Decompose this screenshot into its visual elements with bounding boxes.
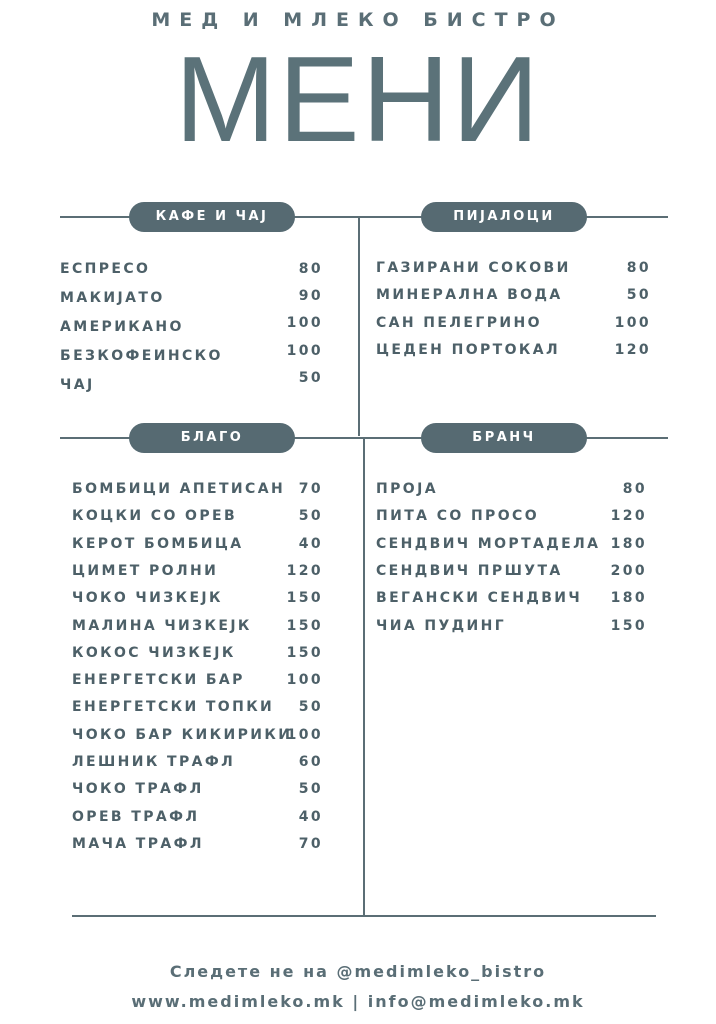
menu-item-price: 60 bbox=[298, 754, 323, 770]
menu-item-name: ЧИА ПУДИНГ bbox=[376, 618, 507, 634]
menu-item-price: 70 bbox=[298, 836, 323, 852]
menu-item-name: ПИТА СО ПРОСО bbox=[376, 508, 539, 524]
menu-item-name: МАКИЈАТО bbox=[60, 290, 165, 306]
menu-item-price: 150 bbox=[286, 590, 323, 606]
menu-item-price: 50 bbox=[298, 781, 323, 797]
menu-item-name: ЕНЕРГЕТСКИ ТОПКИ bbox=[72, 699, 275, 715]
menu-item-price: 150 bbox=[286, 645, 323, 661]
menu-item-price: 70 bbox=[298, 481, 323, 497]
menu-item-name: САН ПЕЛЕГРИНО bbox=[376, 315, 542, 331]
section-title-brunch: БРАНЧ bbox=[421, 423, 587, 453]
menu-item-name: ОРЕВ ТРАФЛ bbox=[72, 809, 200, 825]
menu-item-price: 50 bbox=[298, 508, 323, 524]
menu-subtitle: МЕД И МЛЕКО БИСТРО bbox=[151, 9, 565, 31]
menu-item-price: 40 bbox=[298, 809, 323, 825]
menu-item-price: 100 bbox=[286, 727, 323, 743]
coffee-divider-left bbox=[60, 216, 130, 218]
menu-item-price: 100 bbox=[614, 315, 651, 331]
menu-item-name: МАЛИНА ЧИЗКЕЈК bbox=[72, 618, 252, 634]
menu-item-price: 100 bbox=[286, 343, 323, 359]
menu-item-name: ЦИМЕТ РОЛНИ bbox=[72, 563, 219, 579]
menu-item-price: 180 bbox=[610, 590, 647, 606]
footer-contact[interactable]: www.medimleko.mk | info@medimleko.mk bbox=[131, 992, 585, 1011]
drinks-divider-right bbox=[586, 216, 668, 218]
menu-item-price: 100 bbox=[286, 315, 323, 331]
menu-item-name: ВЕГАНСКИ СЕНДВИЧ bbox=[376, 590, 583, 606]
menu-item-price: 80 bbox=[298, 261, 323, 277]
column-divider bbox=[358, 216, 360, 436]
menu-item-price: 100 bbox=[286, 672, 323, 688]
brunch-divider-right bbox=[586, 437, 668, 439]
menu-item-name: ЛЕШНИК ТРАФЛ bbox=[72, 754, 236, 770]
menu-title: МЕНИ bbox=[174, 31, 542, 167]
column-divider-lower bbox=[363, 437, 365, 915]
menu-item-price: 80 bbox=[626, 260, 651, 276]
menu-item-price: 200 bbox=[610, 563, 647, 579]
menu-item-name: ЧОКО БАР КИКИРИКИ bbox=[72, 727, 293, 743]
menu-item-name: КЕРОТ БОМБИЦА bbox=[72, 536, 244, 552]
menu-item-name: ЕСПРЕСО bbox=[60, 261, 151, 277]
bottom-divider bbox=[72, 915, 656, 917]
menu-item-name: МАЧА ТРАФЛ bbox=[72, 836, 204, 852]
menu-item-name: ГАЗИРАНИ СОКОВИ bbox=[376, 260, 571, 276]
menu-item-price: 40 bbox=[298, 536, 323, 552]
menu-item-name: ЧАЈ bbox=[60, 377, 95, 393]
menu-item-name: ЧОКО ЧИЗКЕЈК bbox=[72, 590, 223, 606]
section-title-coffee: КАФЕ И ЧАЈ bbox=[129, 202, 295, 232]
sweets-divider-left bbox=[60, 437, 130, 439]
menu-item-name: ЕНЕРГЕТСКИ БАР bbox=[72, 672, 245, 688]
menu-item-price: 90 bbox=[298, 288, 323, 304]
menu-item-price: 180 bbox=[610, 536, 647, 552]
menu-item-price: 50 bbox=[298, 370, 323, 386]
menu-item-price: 120 bbox=[610, 508, 647, 524]
section-title-sweets: БЛАГО bbox=[129, 423, 295, 453]
menu-item-name: СЕНДВИЧ ПРШУТА bbox=[376, 563, 563, 579]
sweets-divider-right bbox=[294, 437, 422, 439]
menu-item-name: ЧОКО ТРАФЛ bbox=[72, 781, 204, 797]
menu-item-name: СЕНДВИЧ МОРТАДЕЛА bbox=[376, 536, 601, 552]
menu-item-price: 50 bbox=[626, 287, 651, 303]
menu-item-name: АМЕРИКАНО bbox=[60, 319, 184, 335]
menu-item-name: КОКОС ЧИЗКЕЈК bbox=[72, 645, 236, 661]
menu-item-price: 50 bbox=[298, 699, 323, 715]
menu-item-price: 150 bbox=[286, 618, 323, 634]
menu-item-name: БОМБИЦИ АПЕТИСАН bbox=[72, 481, 286, 497]
menu-item-name: МИНЕРАЛНА ВОДА bbox=[376, 287, 563, 303]
menu-item-price: 150 bbox=[610, 618, 647, 634]
menu-item-name: БЕЗКОФЕИНСКО bbox=[60, 348, 223, 364]
menu-item-name: ПРОЈА bbox=[376, 481, 438, 497]
footer-social[interactable]: Следете не на @medimleko_bistro bbox=[169, 962, 547, 981]
menu-item-price: 80 bbox=[622, 481, 647, 497]
menu-item-price: 120 bbox=[614, 342, 651, 358]
menu-item-name: ЦЕДЕН ПОРТОКАЛ bbox=[376, 342, 561, 358]
section-title-drinks: ПИЈАЛОЦИ bbox=[421, 202, 587, 232]
menu-item-name: КОЦКИ СО ОРЕВ bbox=[72, 508, 238, 524]
menu-item-price: 120 bbox=[286, 563, 323, 579]
